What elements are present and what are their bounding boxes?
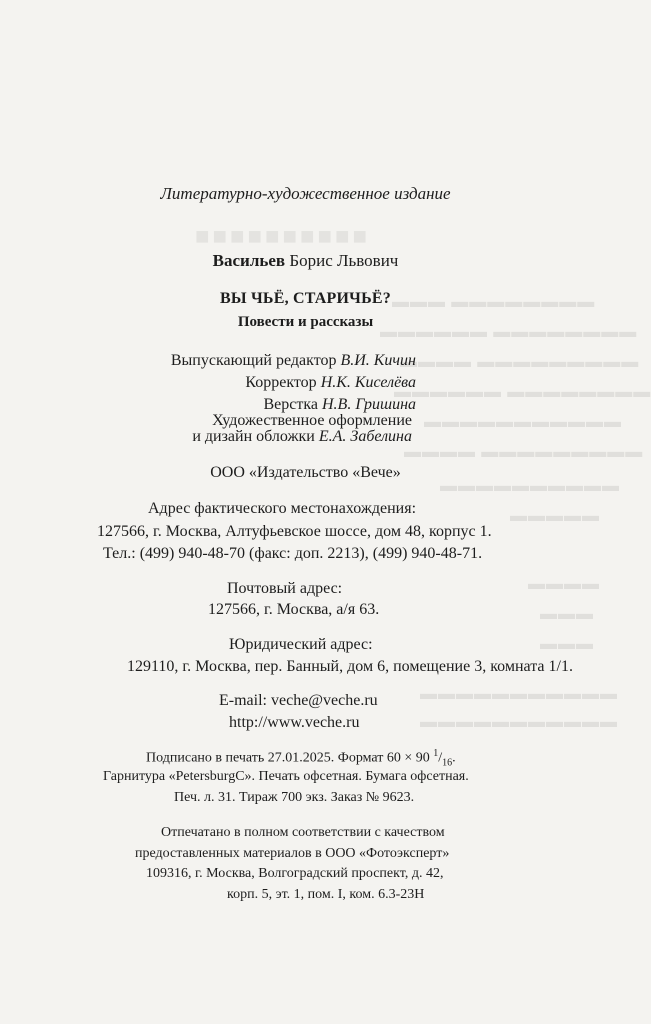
author-surname: Васильев xyxy=(212,251,286,270)
credit-person: В.И. Кичин xyxy=(340,352,416,369)
format-fraction-period: . xyxy=(452,750,456,766)
credit-editor xyxy=(171,352,416,370)
format-fraction-numerator: 1 xyxy=(433,748,439,759)
show-through-line: ▬▬▬▬▬▬▬▬▬▬▬ xyxy=(424,412,622,431)
printer-line: предоставленных материалов в ООО «Фотоэксперт» xyxy=(135,846,450,861)
book-subtitle: Повести и рассказы xyxy=(237,314,374,330)
credit-role: и дизайн обложки xyxy=(192,428,315,445)
address-actual-label: Адрес фактического местонахождения: xyxy=(148,500,417,517)
book-title: ВЫ ЧЬЁ, СТАРИЧЬЁ? xyxy=(220,290,391,307)
author-name xyxy=(0,251,611,271)
format-fraction-slash: / xyxy=(438,750,443,766)
credit-person: Н.В. Гришина xyxy=(322,396,416,413)
credit-role: Художественное оформление xyxy=(212,412,412,429)
show-through-line: ▬▬▬▬▬▬ ▬▬▬▬▬▬▬▬ xyxy=(380,322,638,341)
show-through-line: ▬▬▬▬ ▬▬▬▬▬▬▬▬▬ xyxy=(404,442,644,461)
printer-address-line: 109316, г. Москва, Волгоградский проспект, д. 42, xyxy=(146,866,444,881)
address-postal-line: 127566, г. Москва, а/я 63. xyxy=(208,601,380,618)
printer-line: Отпечатано в полном соответствии с качеством xyxy=(161,825,445,840)
publisher-name: ООО «Издательство «Вече» xyxy=(210,464,401,481)
address-legal-line: 129110, г. Москва, пер. Банный, дом 6, помещение 3, комната 1/1. xyxy=(127,658,573,675)
contact-website: http://www.veche.ru xyxy=(229,714,360,731)
credit-person: Е.А. Забелина xyxy=(318,428,412,445)
address-actual-line: 127566, г. Москва, Алтуфьевское шоссе, дом 48, корпус 1. xyxy=(97,523,492,540)
show-through-line: ▬▬▬▬▬▬ ▬▬▬▬▬▬▬▬ xyxy=(394,382,651,401)
credit-design-role-line2 xyxy=(192,428,412,446)
show-through-heading: ■■■■■■■■■■ xyxy=(192,224,367,250)
credit-person: Н.К. Киселёва xyxy=(320,374,416,391)
printer-address-line: корп. 5, эт. 1, пом. I, ком. 6.3-23Н xyxy=(227,887,425,902)
credit-role: Верстка xyxy=(263,396,318,413)
show-through-line: ▬▬▬ xyxy=(540,634,594,653)
show-through-line: ▬▬▬▬▬▬▬▬▬▬ xyxy=(440,476,620,495)
contact-email: E-mail: veche@veche.ru xyxy=(219,692,378,709)
show-through-line: ▬▬▬ xyxy=(540,604,594,623)
credit-corrector xyxy=(245,374,416,392)
address-postal-label: Почтовый адрес: xyxy=(227,580,343,597)
print-run-line: Печ. л. 31. Тираж 700 экз. Заказ № 9623. xyxy=(174,790,415,805)
show-through-line: ▬▬▬▬ xyxy=(528,574,600,593)
address-legal-label: Юридический адрес: xyxy=(229,636,373,653)
genre-line: Литературно-художественное издание xyxy=(160,184,451,203)
address-actual-phone: Тел.: (499) 940-48-70 (факс: доп. 2213), (499) 940-48-71. xyxy=(103,545,483,562)
show-through-line: ▬▬▬▬▬ xyxy=(510,506,600,525)
format-fraction-denominator: 16 xyxy=(442,757,453,769)
print-signed-line xyxy=(146,748,456,768)
credit-role: Корректор xyxy=(245,374,317,391)
credit-role: Выпускающий редактор xyxy=(170,352,337,369)
show-through-line: ▬▬▬ ▬▬▬▬▬▬▬▬ xyxy=(392,292,596,311)
print-signed-text: Подписано в печать 27.01.2025. Формат 60 × 90 xyxy=(146,750,430,766)
print-typeface-line: Гарнитура «PetersburgC». Печать офсетная. Бумага офсетная. xyxy=(103,769,469,784)
show-through-line: ▬▬▬▬ ▬▬▬▬▬▬▬▬▬ xyxy=(400,352,640,371)
show-through-line: ▬▬▬▬▬▬▬▬▬▬▬ xyxy=(420,684,618,703)
show-through-line: ▬▬▬▬▬▬▬▬▬▬▬ xyxy=(420,712,618,731)
author-given-names: Борис Львович xyxy=(289,251,399,270)
